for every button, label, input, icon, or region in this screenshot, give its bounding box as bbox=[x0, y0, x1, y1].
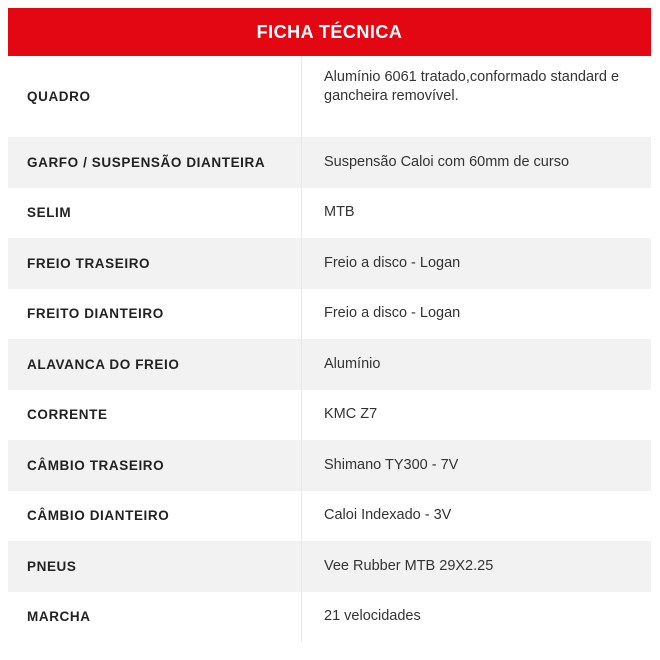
spec-value: 21 velocidades bbox=[324, 608, 421, 625]
spec-row-quadro bbox=[8, 56, 651, 137]
spec-label: FREITO DIANTEIRO bbox=[8, 289, 302, 340]
spec-row-pneus bbox=[8, 541, 651, 592]
spec-label: PNEUS bbox=[8, 541, 302, 592]
spec-label: ALAVANCA DO FREIO bbox=[8, 339, 302, 390]
spec-row-cambio-dianteiro bbox=[8, 491, 651, 542]
spec-value: Alumínio bbox=[324, 355, 381, 372]
spec-value: Alumínio 6061 tratado,conformado standard e gancheira removível. bbox=[324, 69, 620, 104]
spec-row-garfo bbox=[8, 137, 651, 188]
spec-row-marcha bbox=[8, 592, 651, 643]
spec-value: Caloi Indexado - 3V bbox=[324, 507, 452, 524]
spec-row-alavanca-freio bbox=[8, 339, 651, 390]
spec-label: CORRENTE bbox=[8, 390, 302, 441]
spec-label: FREIO TRASEIRO bbox=[8, 238, 302, 289]
spec-sheet bbox=[8, 8, 651, 642]
spec-row-freio-dianteiro bbox=[8, 289, 651, 340]
spec-value: Shimano TY300 - 7V bbox=[324, 456, 459, 473]
spec-label: QUADRO bbox=[8, 56, 302, 137]
spec-label: CÂMBIO TRASEIRO bbox=[8, 440, 302, 491]
spec-value: MTB bbox=[324, 204, 355, 221]
spec-row-corrente bbox=[8, 390, 651, 441]
spec-row-cambio-traseiro bbox=[8, 440, 651, 491]
spec-value: Vee Rubber MTB 29X2.25 bbox=[324, 557, 494, 574]
spec-value: Freio a disco - Logan bbox=[324, 305, 461, 322]
spec-value: KMC Z7 bbox=[324, 406, 378, 423]
spec-value: Suspensão Caloi com 60mm de curso bbox=[324, 153, 570, 170]
spec-row-freio-traseiro bbox=[8, 238, 651, 289]
spec-label: MARCHA bbox=[8, 592, 302, 643]
spec-label: SELIM bbox=[8, 188, 302, 239]
spec-label: GARFO / SUSPENSÃO DIANTEIRA bbox=[8, 137, 302, 188]
spec-sheet-title: FICHA TÉCNICA bbox=[8, 8, 651, 56]
spec-row-selim bbox=[8, 188, 651, 239]
spec-value: Freio a disco - Logan bbox=[324, 254, 461, 271]
spec-label: CÂMBIO DIANTEIRO bbox=[8, 491, 302, 542]
